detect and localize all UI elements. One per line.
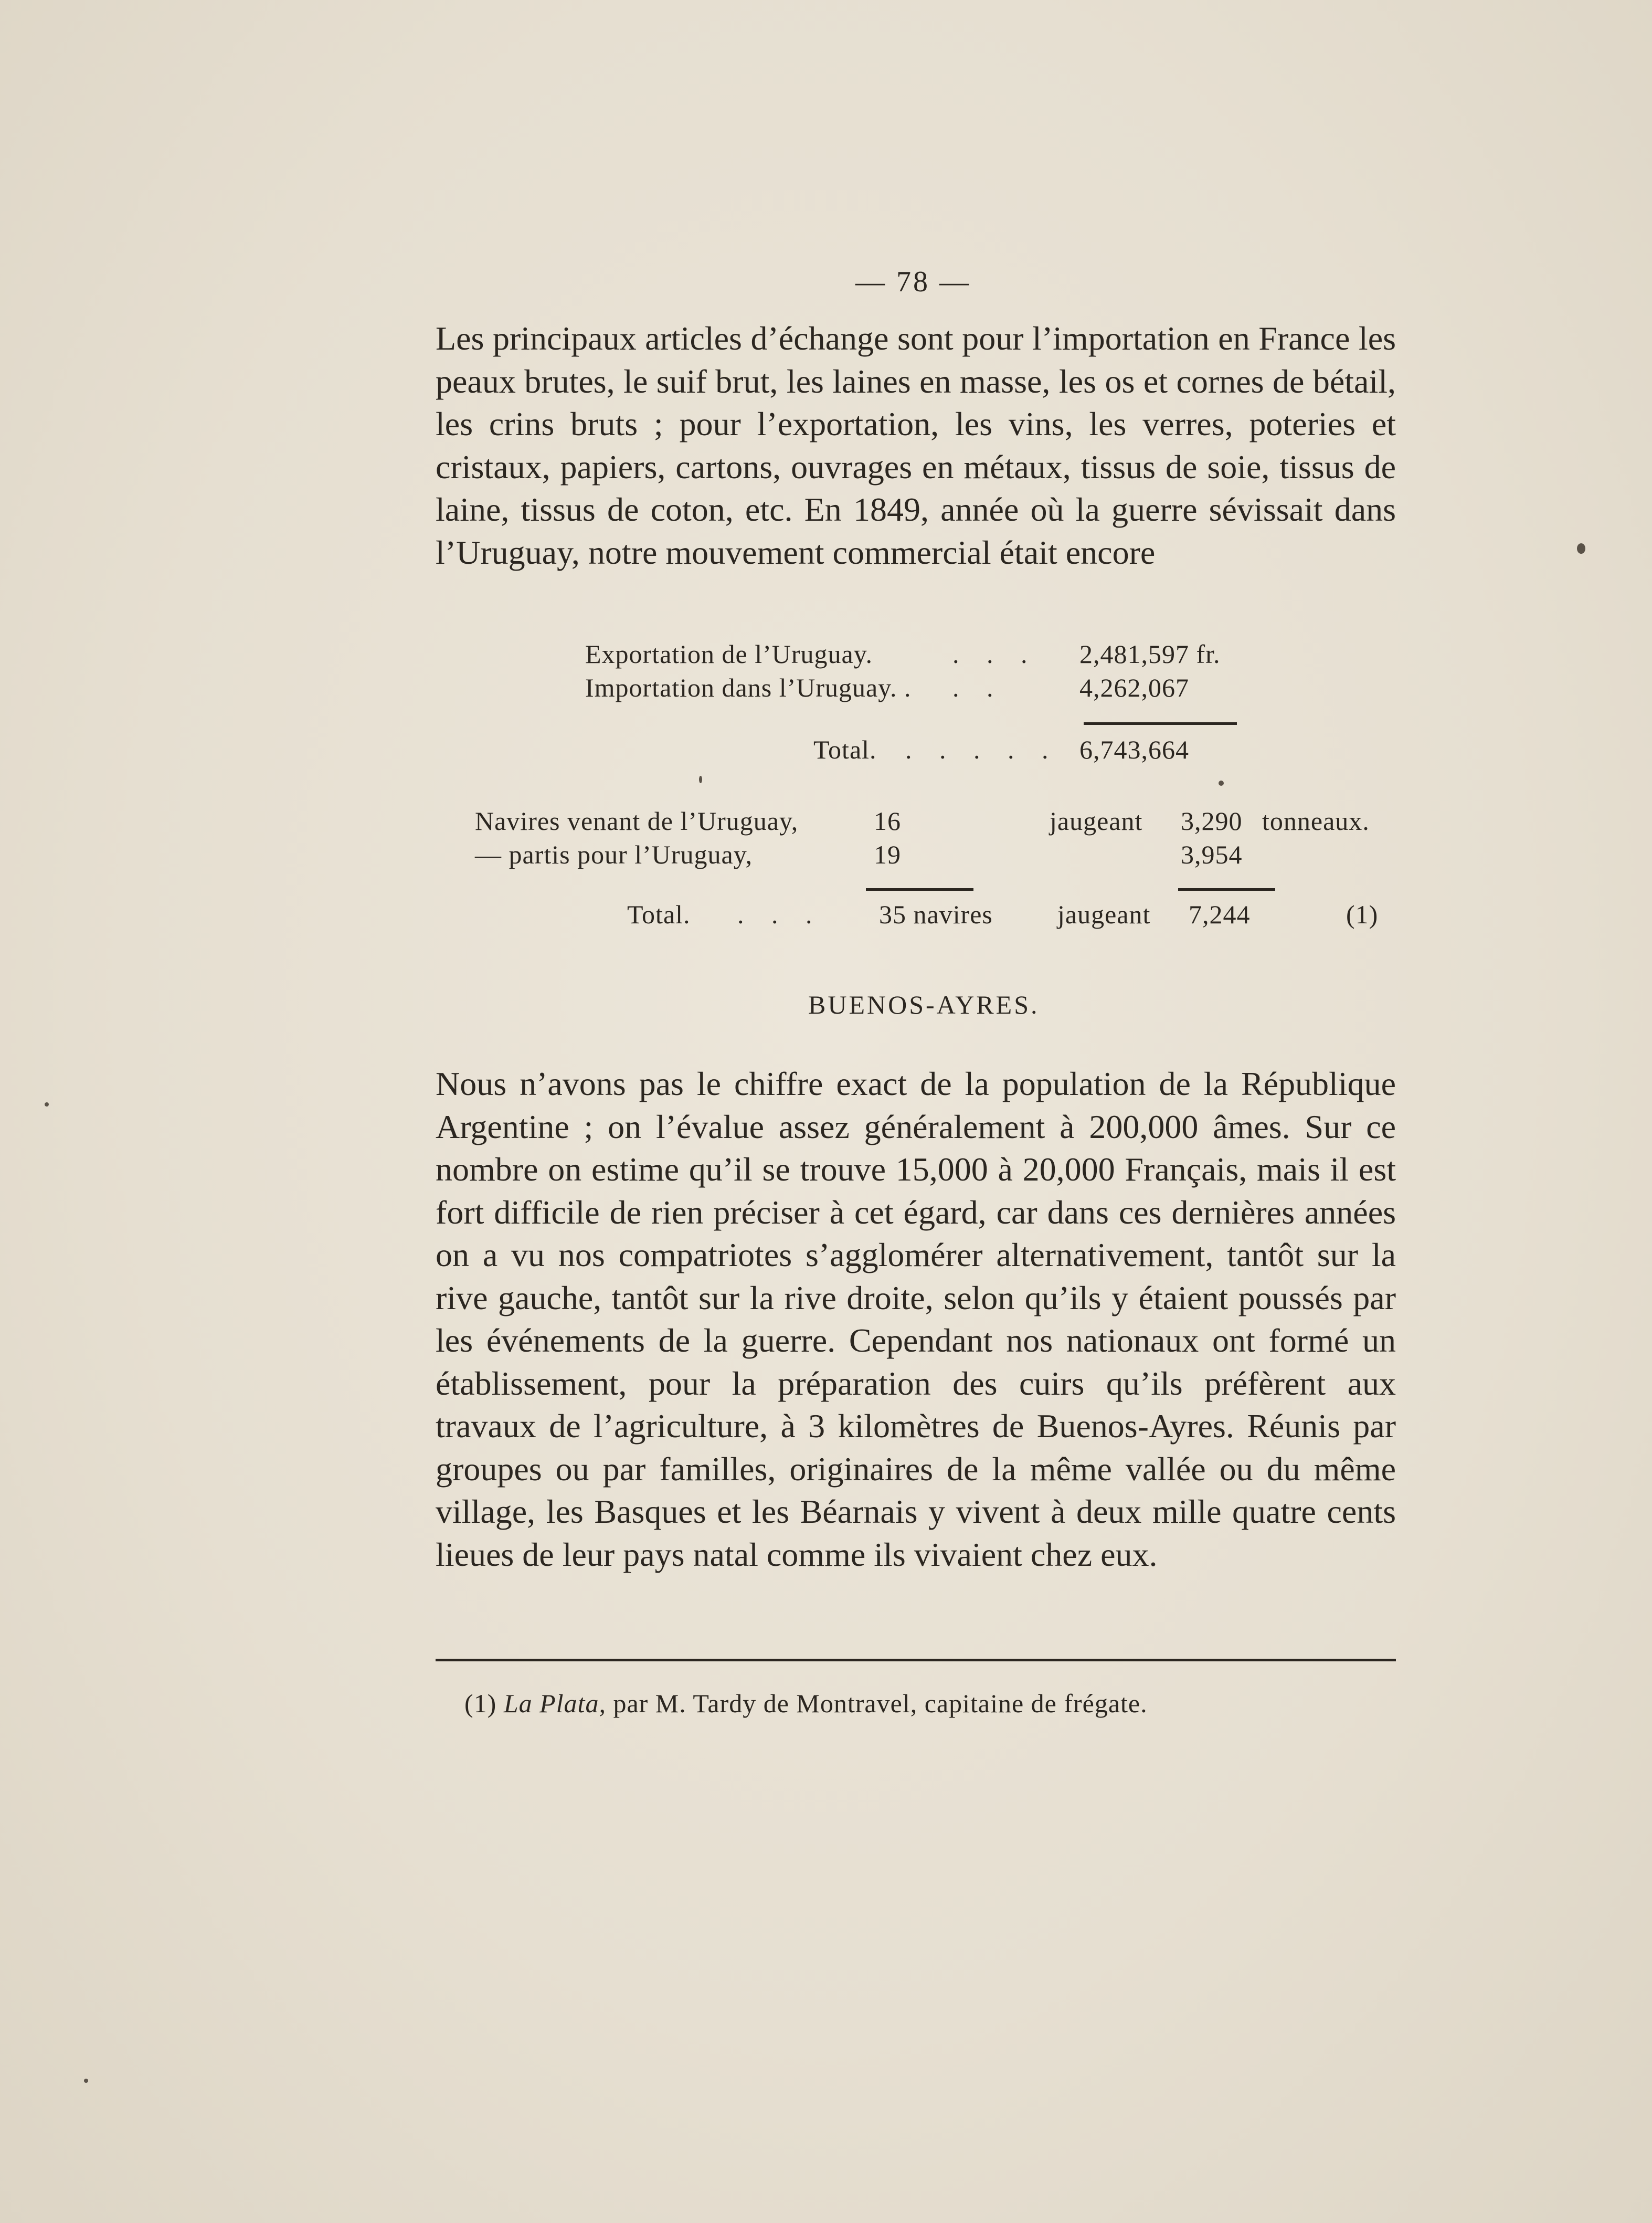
ships-tonnage-rule (1178, 888, 1275, 891)
paragraph-trade-articles (436, 317, 1396, 574)
trade-dots: . . . (952, 639, 1038, 669)
footnote-title: La Plata, (503, 1689, 606, 1718)
ship-tonnage: 3,954 (1181, 840, 1243, 869)
footnote-reference: (1) (1346, 900, 1379, 929)
trade-row-total (585, 733, 1283, 766)
ships-total-dots: . . . (737, 900, 823, 929)
trade-label: Exportation de l’Uruguay. (585, 639, 873, 669)
ships-count-rule (866, 888, 973, 891)
paper-speck (1219, 781, 1224, 786)
ship-count: 16 (874, 806, 901, 836)
footnote-rule (436, 1659, 1396, 1661)
ships-total-label: Total. (627, 900, 691, 929)
trade-value: 2,481,597 fr. (1079, 639, 1221, 669)
paper-speck (45, 1102, 49, 1107)
trade-figures-table (585, 637, 1283, 764)
trade-total-value: 6,743,664 (1079, 735, 1189, 764)
ship-label: Navires venant de l’Uruguay, (475, 806, 799, 836)
footnote (464, 1688, 1148, 1719)
footnote-text: par M. Tardy de Montravel, capitaine de frégate. (613, 1689, 1148, 1718)
ship-count: 19 (874, 840, 901, 869)
ship-row-arriving (475, 804, 1399, 838)
ships-total-tonnage: 7,244 (1189, 900, 1251, 929)
footnote-marker: (1) (464, 1689, 497, 1718)
paper-speck (84, 2079, 88, 2083)
trade-row-export (585, 637, 1283, 671)
section-heading: BUENOS-AYRES. (808, 990, 1040, 1019)
ship-unit: tonneaux. (1262, 806, 1370, 836)
paragraph-2-text: Nous n’avons pas le chiffre exact de la population de la République Argentine ; on l’évalue assez généralement à 200,000 âmes. Sur ce nombre on estime qu’il se trouve 15,000 à 20,000 Français, mais il est fort difficile de rien préciser à cet égard, car dans ces dernières années on a vu nos compatriotes s’agglomérer alternativement, tantôt sur la rive gauche, tantôt sur la rive droite, selon qu’ils y étaient poussés par les événements de la guerre. Cependant nos nationaux ont formé un établissement, pour la préparation des cuirs qu’ils préfèrent aux travaux de l’agriculture, à 3 kilomètres de Buenos-Ayres. Réunis par groupes ou par familles, originaires de la même vallée ou du même village, les Basques et les Béarnais y vivent à deux mille quatre cents lieues de leur pays natal comme ils vivaient chez eux. (436, 1065, 1396, 1573)
paragraph-buenos-ayres (436, 1062, 1396, 1576)
trade-value: 4,262,067 (1079, 673, 1189, 702)
page-number: — 78 — (855, 266, 971, 298)
ship-row-total (475, 898, 1399, 931)
ship-tonnage: 3,290 (1181, 806, 1243, 836)
trade-dots: . . (952, 673, 1004, 702)
trade-sum-rule (1084, 722, 1237, 725)
ship-row-departing (475, 838, 1399, 871)
trade-row-import (585, 671, 1283, 704)
paragraph-1-text: Les principaux articles d’échange sont pour l’importation en France les peaux brutes, le suif brut, les laines en masse, les os et cornes de bétail, les crins bruts ; pour l’exportation, les vins, les verres, poteries et cristaux, papiers, cartons, ouvrages en métaux, tissus de soie, tissus de laine, tissus de coton, etc. En 1849, année où la guerre sévissait dans l’Uruguay, notre mouvement commercial était encore (436, 320, 1396, 571)
trade-label: Importation dans l’Uruguay. . (585, 673, 912, 702)
ship-label: — partis pour l’Uruguay, (475, 840, 753, 869)
paper-speck (699, 776, 702, 783)
ships-table (475, 804, 1399, 929)
trade-total-dots: . . . . . (905, 735, 1059, 764)
ships-total-count: 35 navires (879, 900, 993, 929)
trade-total-label: Total. (813, 735, 877, 764)
ships-total-jauge: jaugeant (1057, 900, 1151, 929)
paper-speck (1577, 543, 1585, 554)
ship-jauge: jaugeant (1050, 806, 1143, 836)
